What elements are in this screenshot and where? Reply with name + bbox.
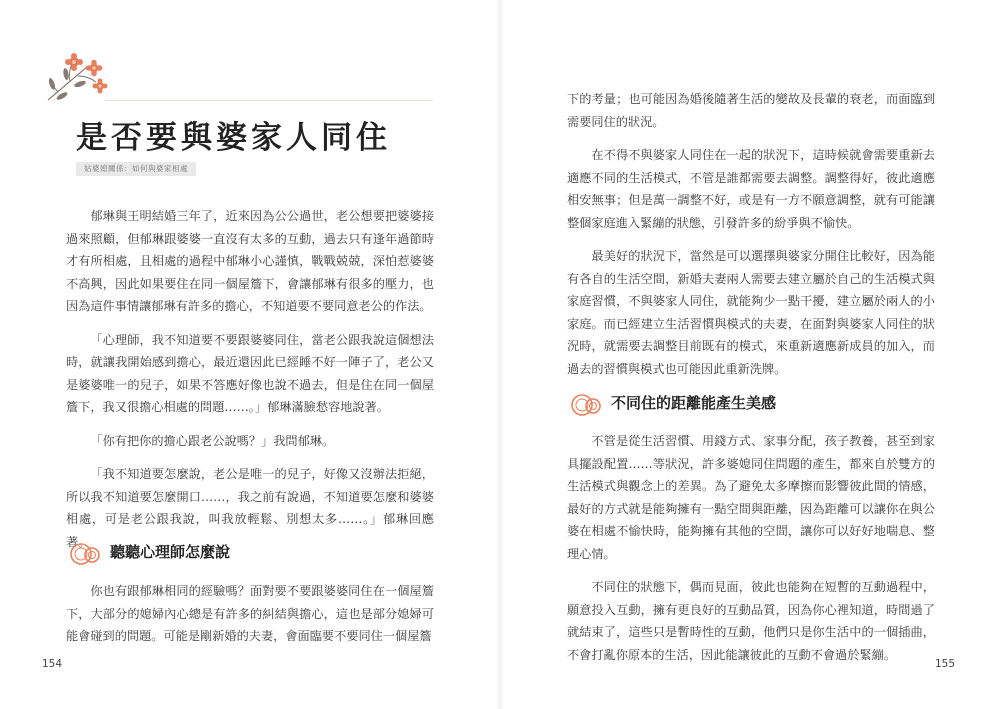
section-heading-right: [567, 389, 937, 419]
paragraph: 你也有跟郁琳相同的經驗嗎？面對要不要跟婆婆同住在一個屋簷下，大部分的媳婦內心總是有許多的糾結與擔心，這也是部分媳婦可能會碰到的問題。可能是剛新婚的夫妻，會面臨要不要同住一個屋簷: [66, 584, 434, 643]
left-body: [66, 205, 434, 564]
paragraph: 不管是從生活習慣、用錢方式、家事分配，孩子教養，甚至到家具擺設配置……等狀況，許多婆媳同住問題的產生，都來自於雙方的生活模式與觀念上的差異。為了避免太多摩擦而影響彼此間的情感，最好的方式就是能夠擁有一點空間與距離，因為距離可以讓你在與公婆在相處不愉快時，能夠擁有其他的空間，讓你可以好好地喘息、整理心情。: [567, 434, 935, 561]
section-title: 聽聽心理師怎麼說: [110, 543, 231, 561]
section-heading-left: [66, 538, 436, 568]
paragraph: 在不得不與婆家人同住在一起的狀況下，這時候就會需要重新去適應不同的生活模式，不管是誰都需要去調整。調整得好，彼此適應相安無事；但是萬一調整不好，或是有一方不願意調整，就有可能讓整個家庭進入緊繃的狀態，引發許多的紛爭與不愉快。: [567, 148, 935, 230]
left-section-body: [66, 580, 434, 659]
right-page: [500, 0, 1000, 709]
chapter-title: 是否要與婆家人同住: [76, 120, 391, 156]
page-number: 154: [42, 658, 63, 670]
rings-icon: [567, 389, 605, 419]
rings-icon: [66, 538, 104, 568]
paragraph: 最美好的狀況下，當然是可以選擇與婆家分開住比較好，因為能有各自的生活空間，新婚夫妻兩人需要去建立屬於自己的生活模式與家庭習慣，不與婆家人同住，就能夠少一點干擾，建立屬於兩人的小家庭。而已經建立生活習慣與模式的夫妻，在面對與婆家人同住的狀況時，就需要去調整目前既有的模式，來重新適應新成員的加入，而過去的習慣與模式也可能因此重新洗牌。: [567, 249, 935, 376]
paragraph: 「你有把你的擔心跟老公說嗎？」我問郁琳。: [90, 433, 335, 448]
section-title: 不同住的距離能產生美感: [611, 394, 777, 412]
paragraph: 「我不知道要怎麼說，老公是唯一的兒子，好像又沒辦法拒絕，所以我不知道要怎麼開口……，我之前有說過，不知道要怎麼和婆婆相處，可是老公跟我說，叫我放輕鬆、別想太多……。」郁琳回應著。: [66, 467, 434, 549]
floral-branch-icon: [40, 50, 110, 110]
right-body: [567, 88, 935, 391]
paragraph: 「心理師，我不知道要不要跟婆婆同住，當老公跟我說這個想法時，就讓我開始感到擔心，最近還因此已經睡不好一陣子了，老公又是婆婆唯一的兒子，如果不答應好像也說不過去，但是住在同一個屋簷下，我又很擔心相處的問題……。」郁琳滿臉愁容地說著。: [66, 332, 434, 414]
paragraph: 郁琳與王明結婚三年了，近來因為公公過世，老公想要把婆婆接過來照顧，但郁琳跟婆婆一直沒有太多的互動，過去只有逢年過節時才有所相處，且相處的過程中郁琳小心謹慎，戰戰兢兢，深怕惹婆婆不高興，因此如果要住在同一個屋簷下，會讓郁琳有很多的壓力，也因為這件事情讓郁琳有許多的擔心，不知道要不要同意老公的作法。: [66, 209, 434, 313]
paragraph-continuation: 下的考量；也可能因為婚後隨著生活的變故及長輩的衰老，而面臨到需要同住的狀況。: [567, 92, 935, 129]
paragraph: 不同住的狀態下，偶而見面，彼此也能夠在短暫的互動過程中，願意投入互動，擁有更良好的互動品質，因為你心裡知道，時間過了就結束了，這些只是暫時性的互動，他們只是你生活中的一個插曲，不會打亂你原本的生活，因此能讓彼此的互動不會過於緊繃。: [567, 580, 935, 662]
page-number: 155: [935, 658, 956, 670]
right-section-body: [567, 430, 935, 677]
title-divider: [105, 100, 433, 101]
chapter-subtitle-tag: 姑婆媳關係：如何與婆家相處: [76, 162, 196, 176]
